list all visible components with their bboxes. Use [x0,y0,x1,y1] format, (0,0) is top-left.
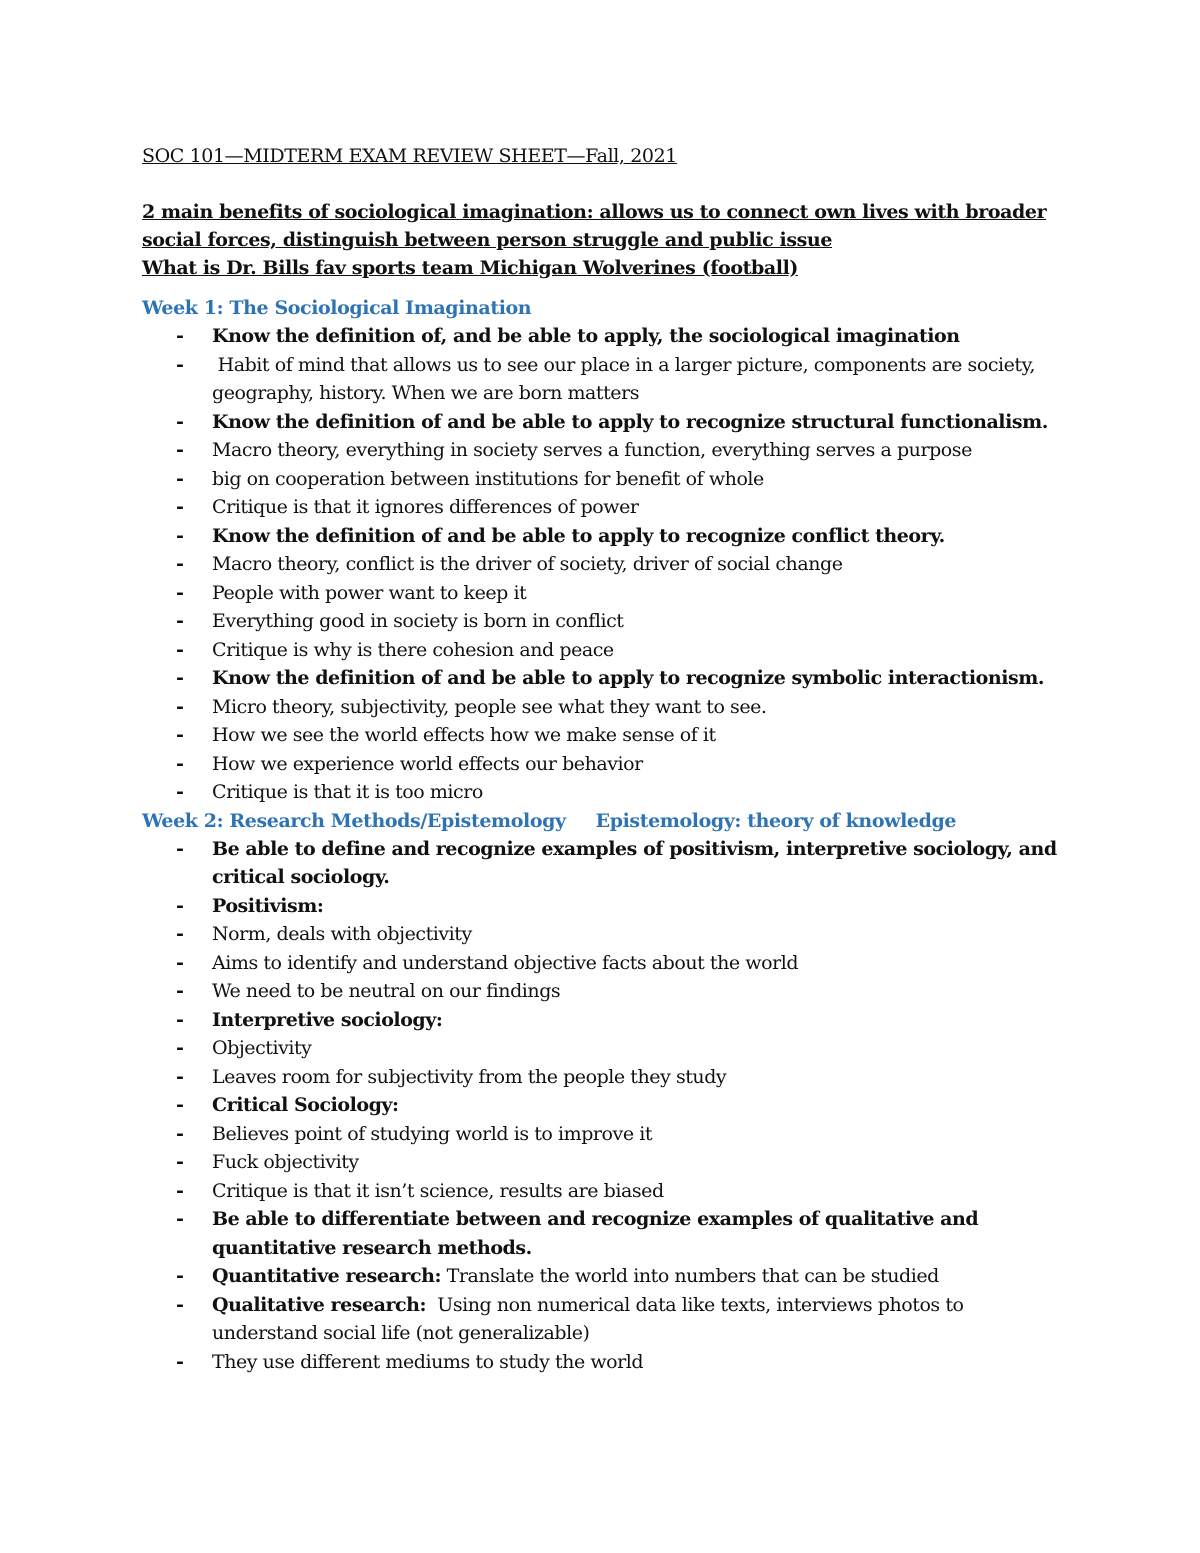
week1-bullet-item [142,636,1062,665]
week2-bullet-item [142,920,1062,949]
bullet-text: Objectivity [212,1037,312,1059]
bullet-text: big on cooperation between institutions for benefit of whole [212,467,764,490]
week2-bullet-item [142,1291,1062,1348]
bullet-text: Critique is that it isn’t science, results are biased [212,1179,664,1202]
week1-bullet-item [142,436,1062,465]
bullet-dash: - [176,951,184,974]
bullet-text: Critical Sociology: [212,1094,399,1116]
bullet-text: Using non numerical data like texts, interviews photos to understand social life (not generalizable) [212,1293,970,1344]
bullet-dash: - [176,610,184,632]
week2-bullet-item [142,1148,1062,1177]
week2-bullet-item [142,1091,1062,1120]
week2-heading-text: Week 2: Research Methods/Epistemology [142,809,566,832]
bullet-dash: - [176,724,184,746]
bullet-text: Be able to define and recognize examples of positivism, interpretive sociology, and critical sociology. [212,837,1063,888]
week2-heading [142,807,1062,835]
bullet-text: Know the definition of and be able to apply to recognize conflict theory. [212,524,945,547]
bullet-dash: - [176,1293,184,1316]
bullet-dash: - [176,1065,184,1088]
intro-line-sports-team: What is Dr. Bills fav sports team Michigan Wolverines (football) [142,257,798,279]
bullet-text: Fuck objectivity [212,1151,359,1173]
bullet-dash: - [176,1094,184,1116]
bullet-dash: - [176,837,184,860]
bullet-dash: - [176,923,184,945]
week1-bullet-item [142,522,1062,551]
week2-bullet-item [142,892,1062,921]
bullet-dash: - [176,410,184,433]
week2-bullet-item [142,977,1062,1006]
week2-bullet-item [142,1262,1062,1291]
bullet-dash: - [176,638,184,661]
bullet-text: Aims to identify and understand objective facts about the world [212,951,799,974]
intro-line-benefits: 2 main benefits of sociological imagination: allows us to connect own lives with broader social forces, distinguish between person struggle and public issue [142,201,1047,251]
week2-bullet-item [142,949,1062,978]
bullet-dash: - [176,980,184,1002]
bullet-text: Know the definition of and be able to apply to recognize structural functionalism. [212,410,1048,433]
bullet-text: Know the definition of and be able to apply to recognize symbolic interactionism. [212,667,1045,689]
bullet-dash: - [176,325,184,347]
bullet-text: Interpretive sociology: [212,1008,443,1031]
bullet-dash: - [176,1179,184,1202]
bullet-text: Believes point of studying world is to improve it [212,1122,653,1145]
bullet-dash: - [176,467,184,490]
bullet-dash: - [176,1037,184,1059]
week1-bullet-item [142,664,1062,693]
bullet-text: Micro theory, subjectivity, people see what they want to see. [212,695,767,718]
bullet-text: Norm, deals with objectivity [212,923,472,945]
bullet-text: We need to be neutral on our findings [212,980,561,1002]
bullet-dash: - [176,496,184,518]
bullet-dash: - [176,1008,184,1031]
week2-bullet-item [142,1034,1062,1063]
bullet-dash: - [176,1122,184,1145]
bullet-text: Critique is why is there cohesion and peace [212,638,614,661]
bullet-text: Positivism: [212,894,324,917]
bullet-text: Translate the world into numbers that can be studied [441,1265,939,1287]
week1-bullet-item [142,351,1062,408]
bullet-text: Macro theory, everything in society serves a function, everything serves a purpose [212,439,972,461]
bullet-dash: - [176,752,184,775]
week1-bullet-item [142,721,1062,750]
bullet-dash: - [176,524,184,547]
bullet-text: How we experience world effects our behavior [212,752,643,775]
week1-bullet-item [142,465,1062,494]
bullet-lead-term: Quantitative research: [212,1265,442,1287]
week1-bullet-list [142,322,1062,807]
week2-bullet-item [142,1205,1062,1262]
bullet-dash: - [176,1208,184,1230]
bullet-dash: - [176,695,184,718]
week1-bullet-item [142,778,1062,807]
week2-bullet-item [142,1063,1062,1092]
bullet-text: Leaves room for subjectivity from the people they study [212,1065,727,1088]
document-page [142,142,1062,1376]
bullet-dash: - [176,553,184,575]
week2-bullet-item [142,1006,1062,1035]
week1-bullet-item [142,693,1062,722]
bullet-dash: - [176,894,184,917]
bullet-text: Habit of mind that allows us to see our place in a larger picture, components are society, geography, history. When we are born matters [212,353,1041,404]
bullet-text: Critique is that it is too micro [212,781,483,803]
week2-bullet-item [142,1177,1062,1206]
bullet-dash: - [176,353,184,376]
bullet-dash: - [176,667,184,689]
week1-bullet-item [142,607,1062,636]
intro-notes [142,198,1062,282]
bullet-dash: - [176,1350,184,1373]
week1-heading-text: Week 1: The Sociological Imagination [142,297,532,319]
bullet-dash: - [176,1265,184,1287]
week1-heading [142,294,1062,322]
bullet-text: Everything good in society is born in conflict [212,610,624,632]
bullet-text: People with power want to keep it [212,581,527,604]
bullet-text: Critique is that it ignores differences of power [212,496,639,518]
week1-bullet-item [142,579,1062,608]
week2-bullet-item [142,835,1062,892]
bullet-text: Macro theory, conflict is the driver of society, driver of social change [212,553,843,575]
bullet-text: How we see the world effects how we make sense of it [212,724,716,746]
bullet-dash: - [176,439,184,461]
bullet-dash: - [176,781,184,803]
week1-bullet-item [142,408,1062,437]
week2-bullet-item [142,1120,1062,1149]
week1-bullet-item [142,750,1062,779]
bullet-dash: - [176,581,184,604]
week2-heading-note: Epistemology: theory of knowledge [595,809,957,832]
bullet-text: Know the definition of, and be able to apply, the sociological imagination [212,325,960,347]
document-title: SOC 101—MIDTERM EXAM REVIEW SHEET—Fall, 2021 [142,145,677,167]
bullet-text: They use different mediums to study the world [212,1350,644,1373]
week1-bullet-item [142,493,1062,522]
bullet-dash: - [176,1151,184,1173]
bullet-text: Be able to differentiate between and recognize examples of qualitative and quantitative research methods. [212,1208,985,1259]
week1-bullet-item [142,322,1062,351]
week2-bullet-item [142,1348,1062,1377]
bullet-lead-term: Qualitative research: [212,1293,427,1316]
week1-bullet-item [142,550,1062,579]
week2-bullet-list [142,835,1062,1377]
